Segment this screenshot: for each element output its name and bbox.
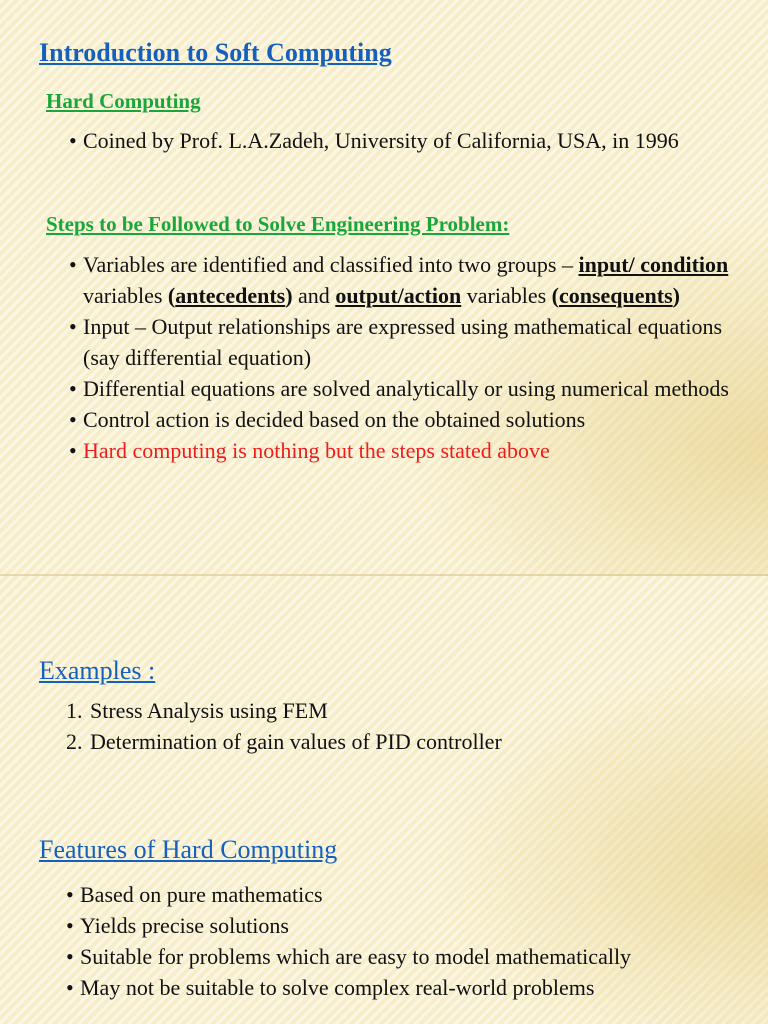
steps-list <box>69 249 739 466</box>
feature-text: May not be suitable to solve complex real-world problems <box>80 975 595 1000</box>
coined-list <box>69 125 739 156</box>
examples-list <box>66 695 746 757</box>
list-item <box>66 695 746 726</box>
item-number: 1. <box>66 698 83 723</box>
bullet-icon: • <box>69 438 77 463</box>
antecedents-term: antecedents <box>175 283 286 308</box>
list-item <box>66 972 746 1003</box>
step4-text: Control action is decided based on the obtained solutions <box>83 407 586 432</box>
slide-title: Introduction to Soft Computing <box>39 38 392 67</box>
list-item <box>69 373 739 404</box>
features-heading: Features of Hard Computing <box>39 835 338 864</box>
steps-heading: Steps to be Followed to Solve Engineering Problem: <box>46 212 510 236</box>
list-item <box>66 726 746 757</box>
bullet-icon: • <box>66 882 74 907</box>
examples-heading: Examples : <box>39 656 156 685</box>
paren: ) <box>285 283 293 308</box>
feature-text: Yields precise solutions <box>80 913 289 938</box>
bullet-icon: • <box>69 314 77 339</box>
consequents-term: consequents <box>558 283 673 308</box>
feature-text: Suitable for problems which are easy to model mathematically <box>80 944 632 969</box>
step1-text: variables <box>461 283 552 308</box>
paren: ( <box>167 283 176 308</box>
step2-text: Input – Output relationships are expressed using mathematical equations (say differential equation) <box>83 314 723 370</box>
features-list <box>66 879 746 1003</box>
bullet-icon: • <box>69 407 77 432</box>
bullet-icon: • <box>66 944 74 969</box>
paren: ( <box>551 283 559 308</box>
step1-text: and <box>292 283 336 308</box>
hard-computing-heading: Hard Computing <box>46 89 201 113</box>
list-item <box>69 249 739 311</box>
feature-text: Based on pure mathematics <box>80 882 323 907</box>
step3-text: Differential equations are solved analytically or using numerical methods <box>83 376 729 401</box>
step1-text: variables <box>83 283 168 308</box>
example-text: Stress Analysis using FEM <box>90 698 328 723</box>
step5-text: Hard computing is nothing but the steps stated above <box>83 438 550 463</box>
bullet-icon: • <box>69 128 77 153</box>
output-action-term: output/action <box>335 283 462 308</box>
list-item <box>69 404 739 435</box>
bullet-icon: • <box>66 975 74 1000</box>
list-item <box>69 435 739 466</box>
bullet-icon: • <box>66 913 74 938</box>
list-item <box>66 879 746 910</box>
bullet-icon: • <box>69 252 77 277</box>
slide-examples <box>0 576 768 1024</box>
step1-text: Variables are identified and classified into two groups – <box>83 252 579 277</box>
example-text: Determination of gain values of PID controller <box>90 729 502 754</box>
input-condition-term: input/ condition <box>578 252 729 277</box>
list-item <box>66 941 746 972</box>
bullet-icon: • <box>69 376 77 401</box>
list-item <box>66 910 746 941</box>
paren: ) <box>672 283 680 308</box>
list-item <box>69 311 739 373</box>
list-item <box>69 125 739 156</box>
item-number: 2. <box>66 729 83 754</box>
coined-text: Coined by Prof. L.A.Zadeh, University of California, USA, in 1996 <box>83 128 679 153</box>
